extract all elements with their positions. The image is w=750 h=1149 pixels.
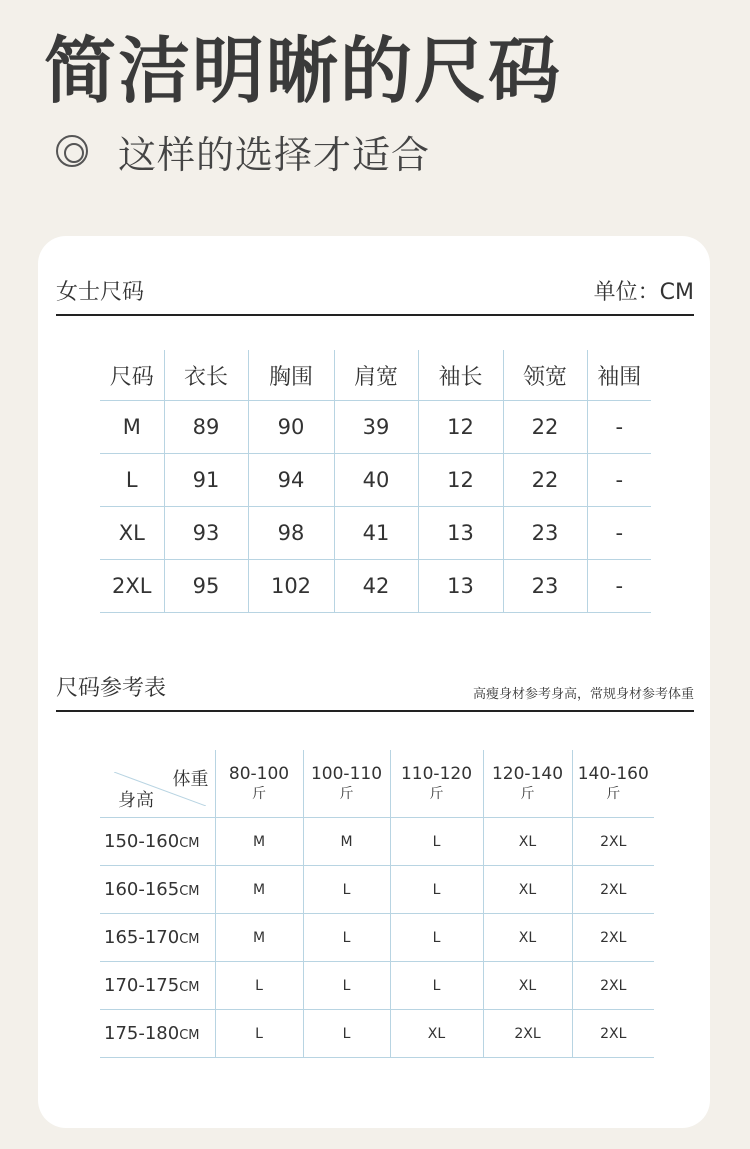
table-cell: L bbox=[390, 962, 483, 1010]
table-cell: 2XL bbox=[572, 962, 654, 1010]
weight-unit: 斤 bbox=[606, 785, 621, 802]
table-cell: L bbox=[215, 962, 303, 1010]
table-cell: - bbox=[587, 560, 651, 613]
table-cell: 95 bbox=[164, 560, 248, 613]
table-cell: 102 bbox=[248, 560, 334, 613]
table-row bbox=[100, 454, 651, 507]
women-size-header bbox=[56, 236, 694, 316]
table-cell: 98 bbox=[248, 507, 334, 560]
weight-unit: 斤 bbox=[339, 785, 354, 802]
table-row bbox=[100, 818, 654, 866]
table-cell: L bbox=[303, 866, 390, 914]
table-cell: 23 bbox=[503, 507, 587, 560]
table-cell: 2XL bbox=[572, 866, 654, 914]
column-header: 肩宽 bbox=[334, 350, 418, 401]
weight-range: 80-100 bbox=[228, 763, 290, 784]
table-cell: 22 bbox=[503, 401, 587, 454]
size-card bbox=[38, 236, 710, 1128]
height-range: 160-165 bbox=[104, 879, 180, 900]
height-range: 170-175 bbox=[104, 975, 180, 996]
table-header-row bbox=[100, 350, 651, 401]
column-header: 领宽 bbox=[503, 350, 587, 401]
table-cell: 23 bbox=[503, 560, 587, 613]
table-cell: XL bbox=[483, 866, 572, 914]
table-cell: 2XL bbox=[483, 1010, 572, 1058]
table-cell: 90 bbox=[248, 401, 334, 454]
column-header: 尺码 bbox=[109, 364, 154, 390]
table-cell: XL bbox=[483, 962, 572, 1010]
weight-header bbox=[483, 750, 572, 818]
reference-note: 高瘦身材参考身高，常规身材参考体重 bbox=[472, 687, 694, 702]
weight-header bbox=[303, 750, 390, 818]
height-cell bbox=[100, 962, 215, 1010]
women-size-table bbox=[100, 350, 651, 613]
height-cell bbox=[100, 914, 215, 962]
table-cell: L bbox=[390, 818, 483, 866]
subheadline: 这样的选择才适合 bbox=[118, 132, 431, 177]
weight-unit: 斤 bbox=[252, 785, 266, 802]
table-row bbox=[100, 507, 651, 560]
table-cell: L bbox=[390, 914, 483, 962]
weight-unit: 斤 bbox=[429, 785, 444, 802]
height-unit: CM bbox=[179, 932, 200, 947]
table-cell: XL bbox=[483, 914, 572, 962]
table-cell: 41 bbox=[334, 507, 418, 560]
table-cell: 94 bbox=[248, 454, 334, 507]
height-label: 身高 bbox=[118, 790, 154, 811]
table-cell: - bbox=[587, 454, 651, 507]
table-cell: 39 bbox=[334, 401, 418, 454]
table-cell: 22 bbox=[503, 454, 587, 507]
weight-range: 120-140 bbox=[491, 763, 564, 784]
height-unit: CM bbox=[179, 836, 200, 851]
table-cell: 12 bbox=[418, 454, 503, 507]
table-cell: 42 bbox=[334, 560, 418, 613]
table-row bbox=[100, 962, 654, 1010]
page-headline: 简洁明晰的尺码 bbox=[44, 29, 563, 113]
table-cell: L bbox=[215, 1010, 303, 1058]
table-cell: M bbox=[100, 401, 164, 454]
height-unit: CM bbox=[179, 980, 200, 995]
table-row bbox=[100, 866, 654, 914]
table-cell: XL bbox=[483, 818, 572, 866]
table-cell: 12 bbox=[418, 401, 503, 454]
column-header: 袖围 bbox=[587, 350, 651, 401]
table-row bbox=[100, 560, 651, 613]
table-header-row bbox=[100, 750, 654, 818]
table-cell: XL bbox=[390, 1010, 483, 1058]
table-cell: 13 bbox=[418, 507, 503, 560]
column-header: 袖长 bbox=[418, 350, 503, 401]
table-cell: L bbox=[100, 454, 164, 507]
height-cell bbox=[100, 818, 215, 866]
table-cell: 2XL bbox=[572, 818, 654, 866]
table-row bbox=[100, 1010, 654, 1058]
reference-table bbox=[100, 750, 654, 1058]
table-cell: 91 bbox=[164, 454, 248, 507]
subheadline-row bbox=[56, 126, 430, 176]
unit-label: 单位：CM bbox=[593, 280, 694, 305]
table-cell: M bbox=[215, 818, 303, 866]
table-cell: M bbox=[303, 818, 390, 866]
table-cell: 13 bbox=[418, 560, 503, 613]
table-cell: 2XL bbox=[572, 914, 654, 962]
corner-cell bbox=[100, 750, 215, 818]
table-cell: L bbox=[303, 962, 390, 1010]
table-cell: 2XL bbox=[100, 560, 164, 613]
table-cell: M bbox=[215, 914, 303, 962]
table-cell: L bbox=[303, 1010, 390, 1058]
weight-label: 体重 bbox=[172, 769, 209, 790]
weight-range: 140-160 bbox=[577, 763, 649, 784]
reference-header bbox=[56, 656, 694, 712]
height-unit: CM bbox=[179, 884, 200, 899]
table-cell: 2XL bbox=[572, 1010, 654, 1058]
table-cell: L bbox=[390, 866, 483, 914]
table-cell: L bbox=[303, 914, 390, 962]
table-cell: 40 bbox=[334, 454, 418, 507]
weight-header bbox=[572, 750, 654, 818]
height-range: 175-180 bbox=[104, 1023, 180, 1044]
table-row bbox=[100, 401, 651, 454]
height-unit: CM bbox=[179, 1028, 200, 1043]
table-cell: XL bbox=[100, 507, 164, 560]
height-cell bbox=[100, 866, 215, 914]
table-cell: 93 bbox=[164, 507, 248, 560]
table-cell: - bbox=[587, 401, 651, 454]
table-cell: 89 bbox=[164, 401, 248, 454]
height-range: 165-170 bbox=[104, 927, 180, 948]
table-row bbox=[100, 914, 654, 962]
column-header: 衣长 bbox=[164, 350, 248, 401]
reference-title: 尺码参考表 bbox=[56, 676, 167, 701]
table-cell: - bbox=[587, 507, 651, 560]
weight-header bbox=[390, 750, 483, 818]
weight-unit: 斤 bbox=[520, 785, 535, 802]
table-cell: M bbox=[215, 866, 303, 914]
weight-header bbox=[215, 750, 303, 818]
double-circle-icon bbox=[56, 135, 88, 167]
column-header: 胸围 bbox=[248, 350, 334, 401]
weight-range: 100-110 bbox=[310, 763, 383, 784]
height-range: 150-160 bbox=[104, 831, 180, 852]
women-size-title: 女士尺码 bbox=[56, 280, 145, 305]
weight-range: 110-120 bbox=[400, 763, 473, 784]
height-cell bbox=[100, 1010, 215, 1058]
